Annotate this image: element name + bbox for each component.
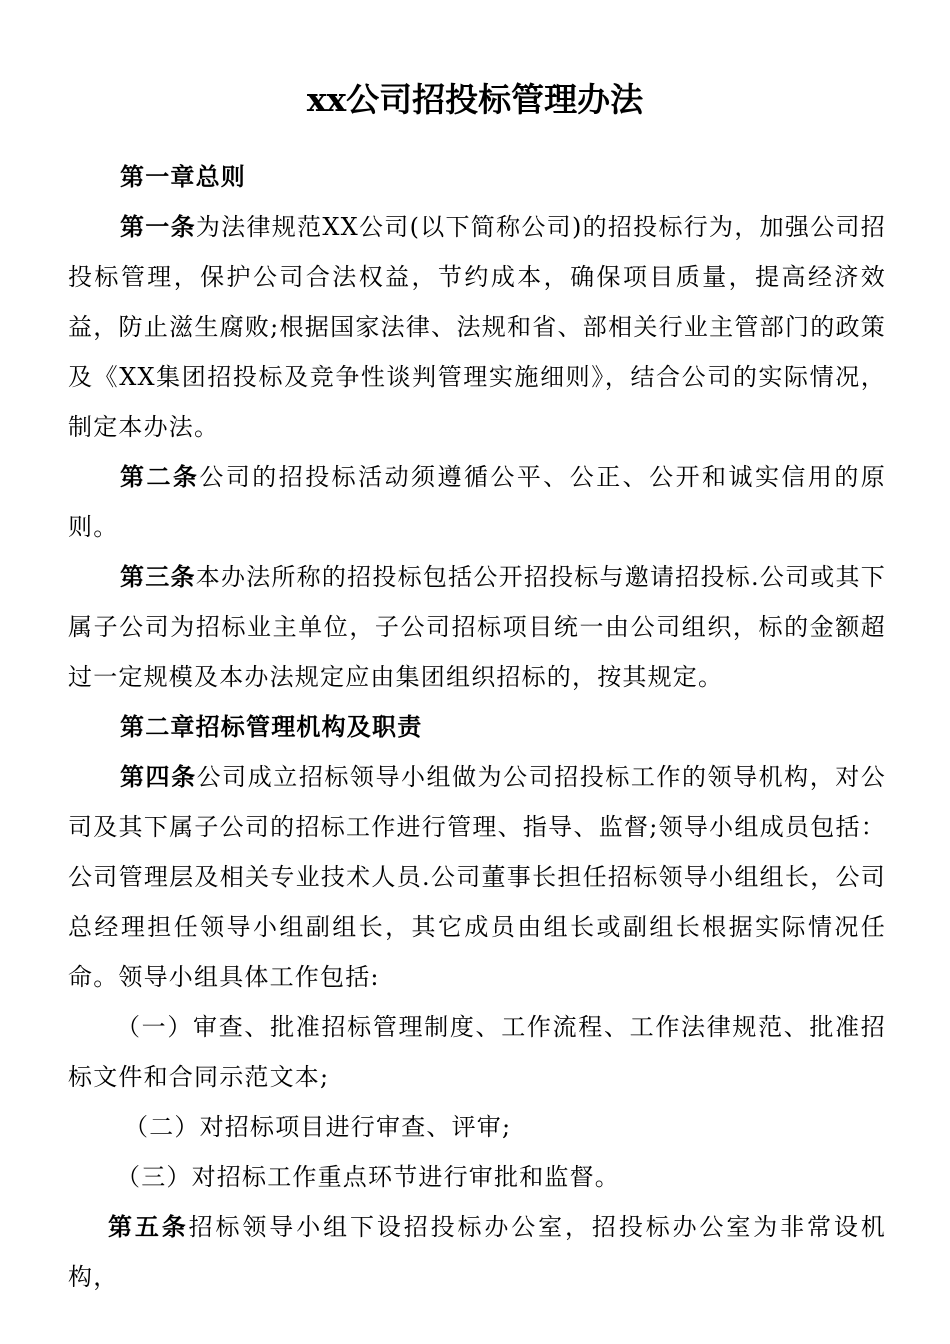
list-item-2: （二）对招标项目进行审查、评审; xyxy=(124,1113,512,1141)
article-1 xyxy=(68,202,886,452)
list-item-1: （一）审查、批准招标管理制度、工作流程、工作法律规范、批准招标文件和合同示范文本; xyxy=(68,1013,886,1091)
article-3-label: 第三条 xyxy=(120,562,196,591)
article-4-label: 第四条 xyxy=(120,762,197,791)
document-title: xx公司招投标管理办法 xyxy=(306,80,644,119)
article-5-label: 第五条 xyxy=(108,1212,189,1241)
article-2-text: 公司的招投标活动须遵循公平、公正、公开和诚实信用的原则。 xyxy=(68,463,886,541)
list-item-3: （三）对招标工作重点环节进行审批和监督。 xyxy=(116,1163,620,1191)
article-3-text: 本办法所称的招投标包括公开招投标与邀请招投标.公司或其下属子公司为招标业主单位，子公司招标项目统一由公司组织，标的金额超过一定规模及本办法规定应由集团组织招标的，按其规定。 xyxy=(68,563,886,691)
article-4 xyxy=(68,752,886,1002)
article-2-label: 第二条 xyxy=(120,462,200,491)
article-5-text: 招标领导小组下设招投标办公室，招投标办公室为非常设机构， xyxy=(68,1213,886,1291)
article-1-label: 第一条 xyxy=(120,212,196,241)
article-1-text: 为法律规范XX公司(以下简称公司)的招投标行为，加强公司招投标管理，保护公司合法权益，节约成本，确保项目质量，提高经济效益，防止滋生腐败;根据国家法律、法规和省、部相关行业主管部门的政策及《XX集团招投标及竞争性谈判管理实施细则》，结合公司的实际情况，制定本办法。 xyxy=(68,213,886,441)
chapter-1-heading: 第一章总则 xyxy=(120,162,246,191)
article-5 xyxy=(68,1202,886,1302)
article-3 xyxy=(68,552,886,702)
document-body xyxy=(68,152,886,1302)
article-2 xyxy=(68,452,886,552)
article-4-text: 公司成立招标领导小组做为公司招投标工作的领导机构，对公司及其下属子公司的招标工作进行管理、指导、监督;领导小组成员包括：公司管理层及相关专业技术人员.公司董事长担任招标领导小组组长，公司总经理担任领导小组副组长，其它成员由组长或副组长根据实际情况任命。领导小组具体工作包括: xyxy=(68,763,886,991)
chapter-2-heading: 第二章招标管理机构及职责 xyxy=(120,712,423,741)
